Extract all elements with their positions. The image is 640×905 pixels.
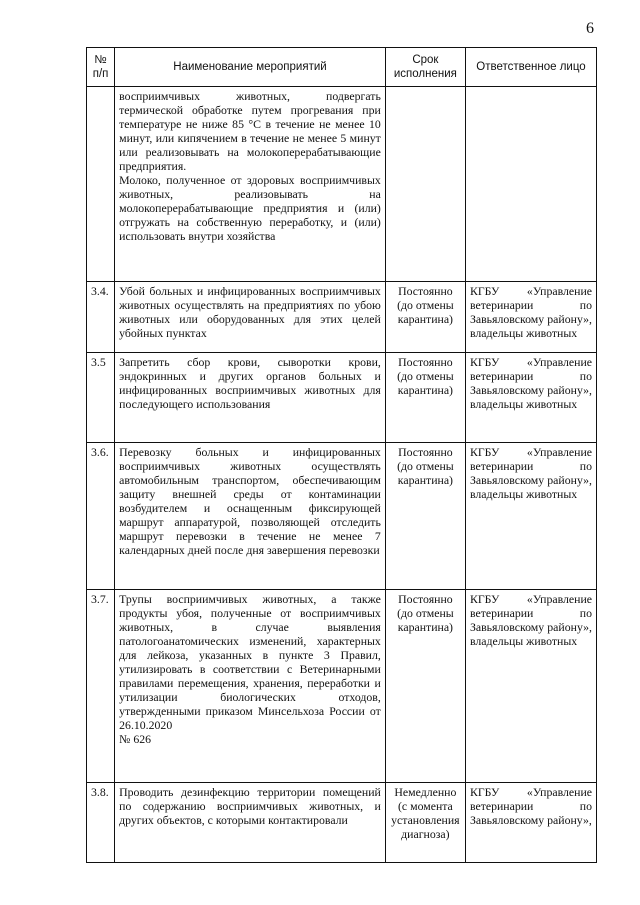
row-action: восприимчивых животных, подвергать термической обработке путем прогревания при температуре не ниже 85 °С в течение не менее 10 минут, или кипячением в течение не менее 5 минут или реализовывать на молокоперерабатывающие предприятия. Молоко, полученное от здоровых восприимчивых животных, реализовывать на молокоперерабатывающие предприятия и (или) отгружать на собственную переработку, и (или) использовать внутри хозяйства <box>115 87 386 282</box>
row-action: Убой больных и инфицированных восприимчивых животных осуществлять на предприятиях по убою животных или оборудованных для этих целей убойных пунктах <box>115 282 386 353</box>
row-action: Запретить сбор крови, сыворотки крови, эндокринных и других органов больных и инфицированных восприимчивых животных для последующего использования <box>115 353 386 443</box>
row-number: 3.4. <box>87 282 115 353</box>
row-action: Трупы восприимчивых животных, а также продукты убоя, полученные от восприимчивых животных, в случае выявления патологоанатомических изменений, характерных для лейкоза, указанных в пункте 3 Правил, утилизировать в соответствии с Ветеринарными правилами перемещения, хранения, переработки и утилизации биологических отходов, утвержденными приказом Минсельхоза России от 26.10.2020 № 626 <box>115 590 386 783</box>
header-action: Наименование мероприятий <box>115 48 386 87</box>
table-row <box>87 353 597 443</box>
header-responsible: Ответственное лицо <box>465 48 596 87</box>
row-term: Немедленно (с момента установления диагноза) <box>385 783 465 863</box>
row-responsible: КГБУ «Управление ветеринарии по Завьяловскому району», владельцы животных <box>465 443 596 590</box>
measures-table <box>86 47 597 863</box>
table-row <box>87 590 597 783</box>
row-responsible: КГБУ «Управление ветеринарии по Завьяловскому району», владельцы животных <box>465 590 596 783</box>
header-num: № п/п <box>87 48 115 87</box>
row-number <box>87 87 115 282</box>
header-term: Срок исполнения <box>385 48 465 87</box>
row-term: Постоянно (до отмены карантина) <box>385 443 465 590</box>
row-action: Проводить дезинфекцию территории помещений по содержанию восприимчивых животных, и других объектов, с которыми контактировали <box>115 783 386 863</box>
row-number: 3.5 <box>87 353 115 443</box>
row-responsible: КГБУ «Управление ветеринарии по Завьяловскому району», владельцы животных <box>465 282 596 353</box>
row-term: Постоянно (до отмены карантина) <box>385 590 465 783</box>
row-number: 3.8. <box>87 783 115 863</box>
row-number: 3.7. <box>87 590 115 783</box>
row-responsible <box>465 87 596 282</box>
row-term <box>385 87 465 282</box>
table-row <box>87 282 597 353</box>
row-responsible: КГБУ «Управление ветеринарии по Завьяловскому району», <box>465 783 596 863</box>
row-term: Постоянно (до отмены карантина) <box>385 282 465 353</box>
table-row <box>87 87 597 282</box>
table-row <box>87 443 597 590</box>
row-term: Постоянно (до отмены карантина) <box>385 353 465 443</box>
row-responsible: КГБУ «Управление ветеринарии по Завьяловскому району», владельцы животных <box>465 353 596 443</box>
table-header-row <box>87 48 597 87</box>
table-row <box>87 783 597 863</box>
row-number: 3.6. <box>87 443 115 590</box>
page-number: 6 <box>586 20 594 37</box>
row-action: Перевозку больных и инфицированных восприимчивых животных осуществлять автомобильным транспортом, обеспечивающим защиту внешней среды от контаминации возбудителем и оснащенным фиксирующей маршрут аппаратурой, позволяющей отследить маршрут перевозки в течение не менее 7 календарных дней после дня завершения перевозки <box>115 443 386 590</box>
